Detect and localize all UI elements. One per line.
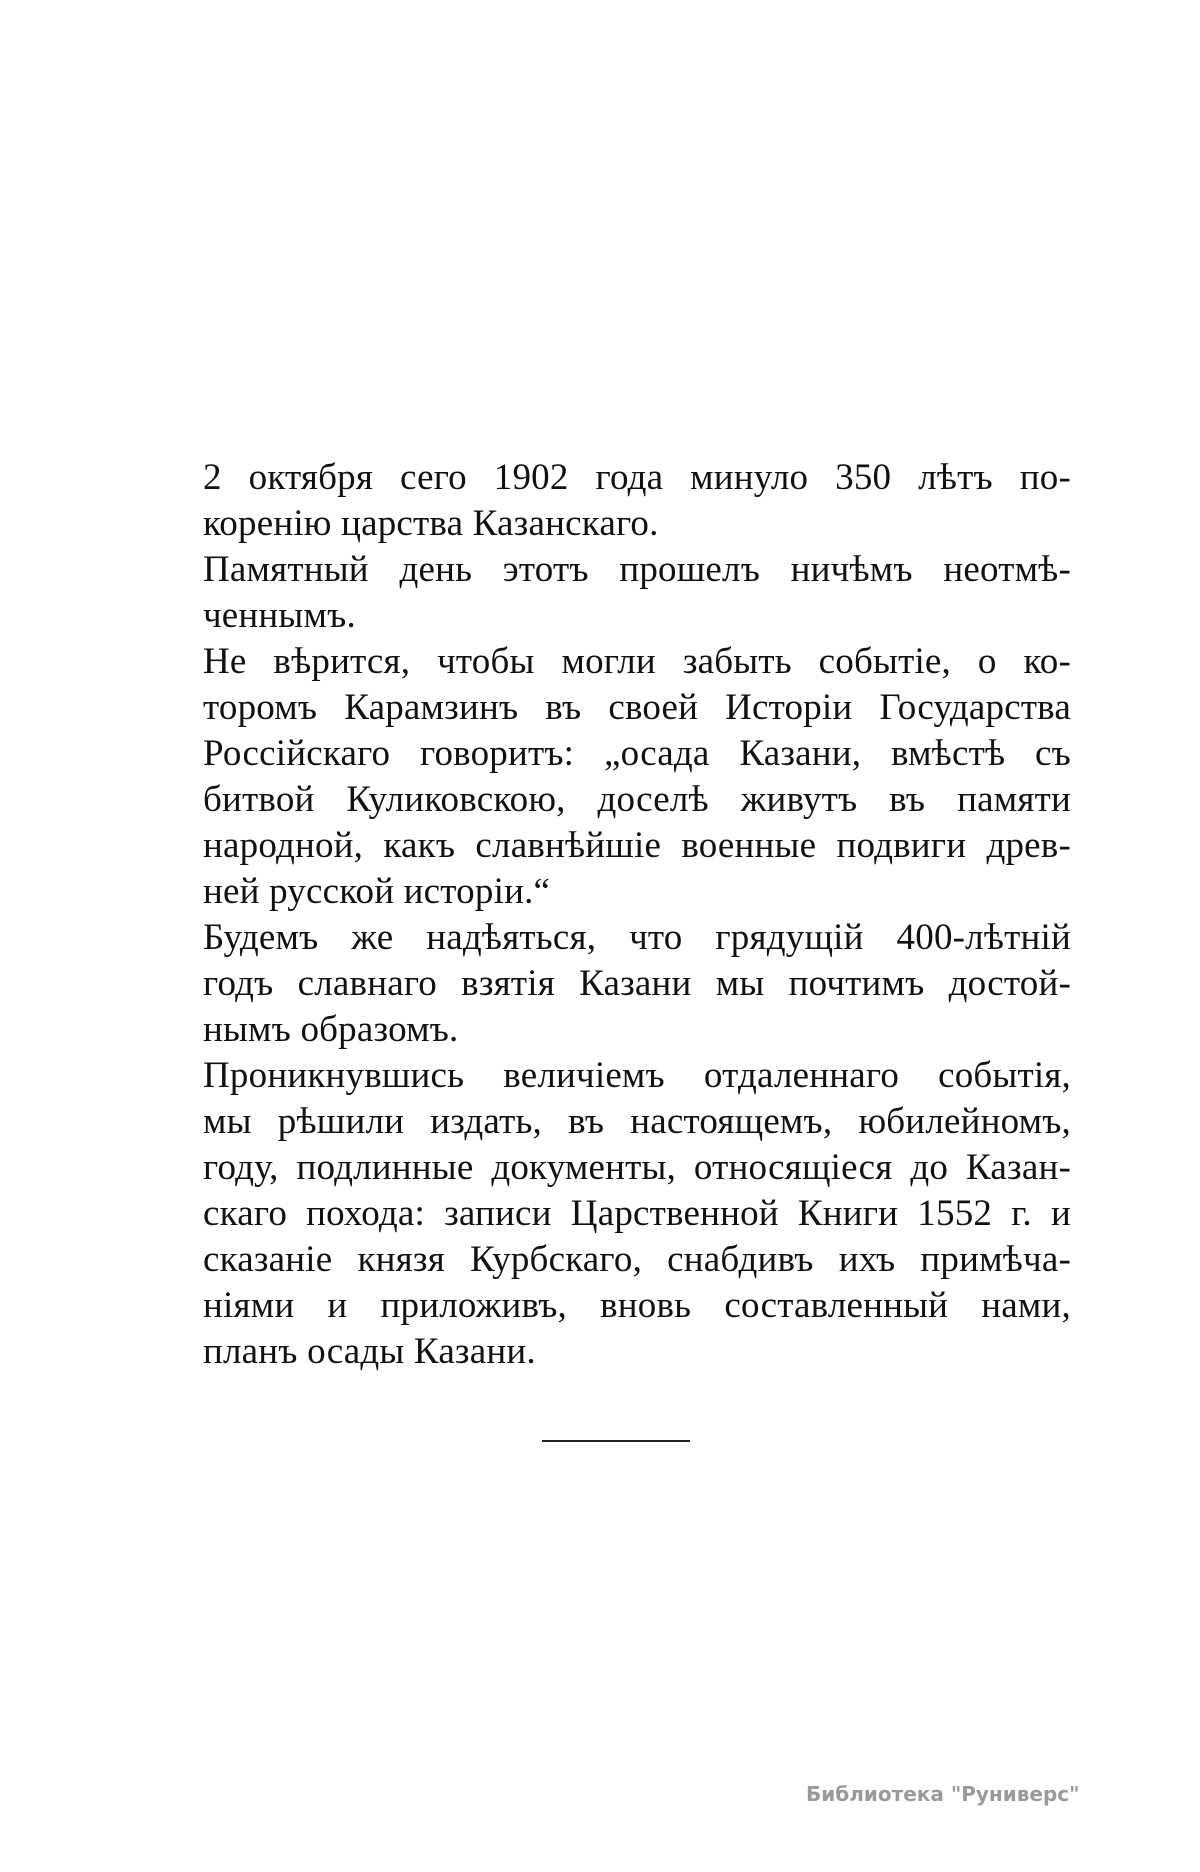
text-line: торомъ Карамзинъ въ своей Исторіи Государства xyxy=(203,687,1071,728)
paragraph-4 xyxy=(203,915,1071,1053)
section-divider-rule xyxy=(542,1440,690,1442)
paragraph-2 xyxy=(203,547,1071,639)
text-line: Россійскаго говоритъ: „осада Казани, вмѣстѣ съ xyxy=(203,733,1071,774)
text-line: нымъ образомъ. xyxy=(203,1009,459,1050)
text-line: годъ славнаго взятія Казани мы почтимъ достой- xyxy=(203,963,1071,1004)
text-line: Проникнувшись величіемъ отдаленнаго событія, xyxy=(203,1055,1071,1096)
text-line: битвой Куликовскою, доселѣ живутъ въ памяти xyxy=(203,779,1071,820)
text-line: ченнымъ. xyxy=(203,595,356,636)
paragraph-3 xyxy=(203,639,1071,915)
text-line: сказаніе князя Курбскаго, снабдивъ ихъ примѣча- xyxy=(203,1239,1071,1280)
text-line: году, подлинные документы, относящіеся до Казан- xyxy=(203,1147,1071,1188)
text-line: ніями и приложивъ, вновь составленный нами, xyxy=(203,1285,1071,1326)
main-text xyxy=(203,455,1071,1375)
text-line: Памятный день этотъ прошелъ ничѣмъ неотмѣ- xyxy=(203,549,1071,590)
library-watermark: Библиотека "Руниверс" xyxy=(806,1782,1080,1806)
text-line: ней русской исторіи.“ xyxy=(203,871,551,912)
text-line: планъ осады Казани. xyxy=(203,1331,536,1372)
text-line: коренію царства Казанскаго. xyxy=(203,503,659,544)
text-line: Будемъ же надѣяться, что грядущій 400-лѣтній xyxy=(203,917,1071,958)
text-line: скаго похода: записи Царственной Книги 1552 г. и xyxy=(203,1193,1071,1234)
text-line: 2 октября сего 1902 года минуло 350 лѣтъ по- xyxy=(203,457,1071,498)
text-line: Не вѣрится, чтобы могли забыть событіе, о ко- xyxy=(203,641,1071,682)
text-line: мы рѣшили издать, въ настоящемъ, юбилейномъ, xyxy=(203,1101,1071,1142)
paragraph-5 xyxy=(203,1053,1071,1375)
text-line: народной, какъ славнѣйшіе военные подвиги древ- xyxy=(203,825,1071,866)
paragraph-1 xyxy=(203,455,1071,547)
